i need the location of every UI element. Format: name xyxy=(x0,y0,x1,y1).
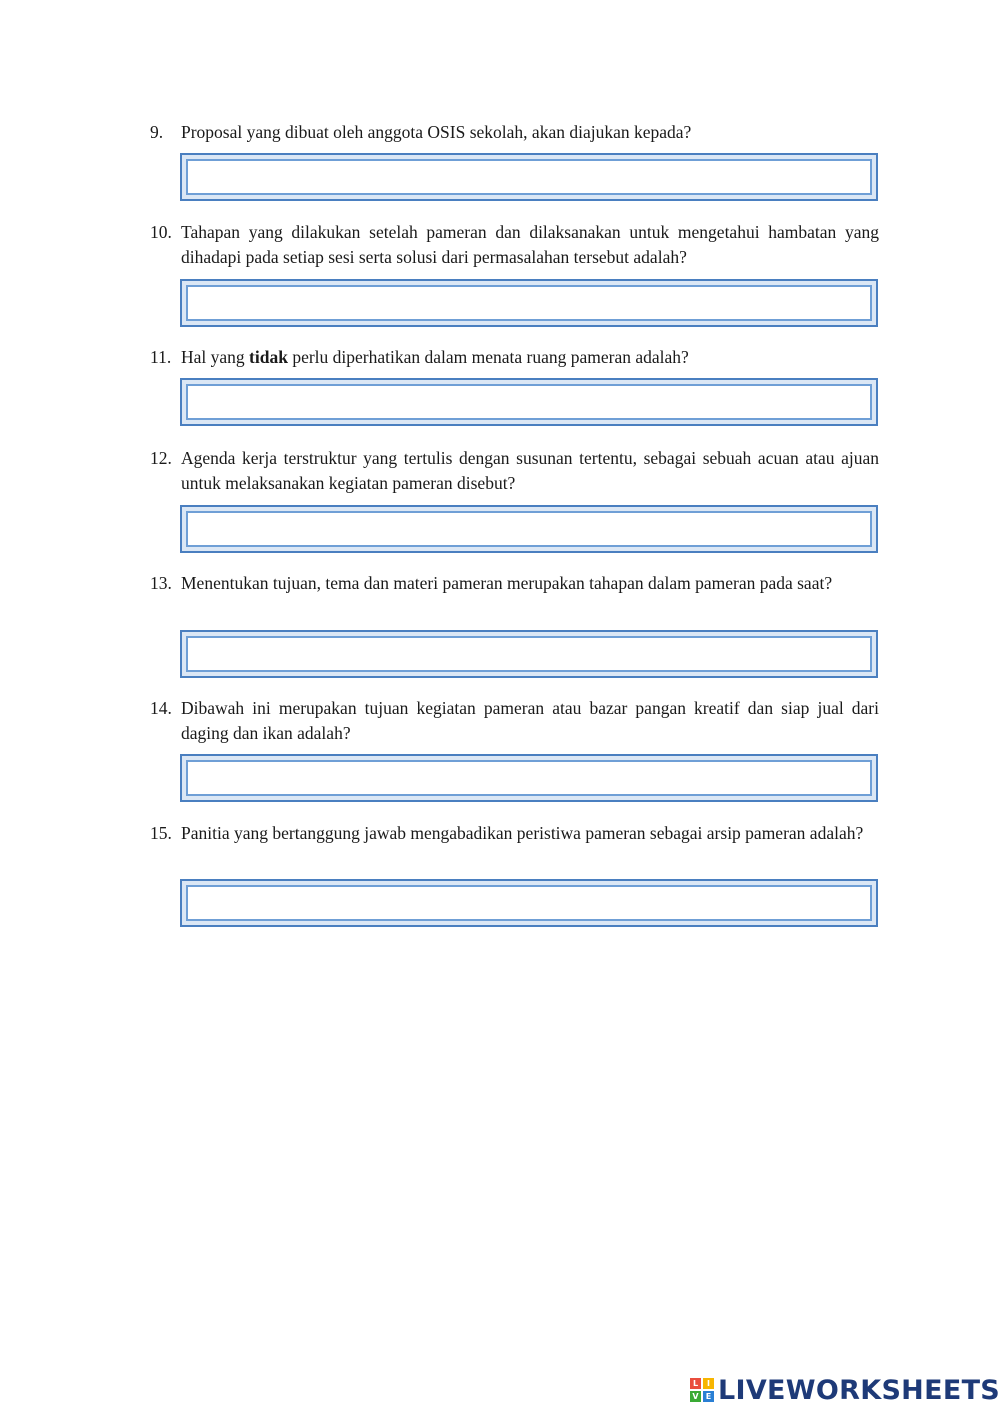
logo-letter-e: E xyxy=(703,1391,714,1402)
question-text: Panitia yang bertanggung jawab mengabadikan peristiwa pameran sebagai arsip pameran adalah? xyxy=(181,823,864,843)
logo-letter-v: V xyxy=(690,1391,701,1402)
answer-input-10[interactable] xyxy=(186,285,872,321)
question-text-emphasis: tidak xyxy=(249,347,288,367)
question-text-before: Hal yang xyxy=(181,347,250,367)
answer-box-11 xyxy=(180,378,878,426)
question-11 xyxy=(150,345,879,370)
question-text: Dibawah ini merupakan tujuan kegiatan pameran atau bazar pangan kreatif dan siap jual dari daging dan ikan adalah? xyxy=(181,698,879,743)
liveworksheets-brand xyxy=(690,1372,1000,1408)
question-text: Tahapan yang dilakukan setelah pameran dan dilaksanakan untuk mengetahui hambatan yang dihadapi pada setiap sesi serta solusi dari permasalahan tersebut adalah? xyxy=(181,222,879,267)
question-number: 11. xyxy=(150,347,172,367)
question-text: Menentukan tujuan, tema dan materi pameran merupakan tahapan dalam pameran pada saat? xyxy=(181,573,833,593)
answer-box-15 xyxy=(180,879,878,927)
question-10 xyxy=(150,220,879,270)
question-number: 15. xyxy=(150,823,172,843)
question-9 xyxy=(150,120,879,145)
logo-letter-l: L xyxy=(690,1378,701,1389)
brand-name: LIVEWORKSHEETS xyxy=(718,1374,1000,1406)
question-14 xyxy=(150,696,879,746)
answer-input-14[interactable] xyxy=(186,760,872,796)
answer-input-12[interactable] xyxy=(186,511,872,547)
liveworksheets-logo-icon xyxy=(690,1378,714,1402)
answer-input-15[interactable] xyxy=(186,885,872,921)
answer-box-10 xyxy=(180,279,878,327)
question-number: 14. xyxy=(150,698,172,718)
logo-letter-i: I xyxy=(703,1378,714,1389)
answer-input-9[interactable] xyxy=(186,159,872,195)
question-text-after: perlu diperhatikan dalam menata ruang pameran adalah? xyxy=(287,347,689,367)
question-number: 10. xyxy=(150,222,172,242)
question-13 xyxy=(150,571,879,596)
question-number: 12. xyxy=(150,448,172,468)
question-12 xyxy=(150,446,879,496)
question-text: Proposal yang dibuat oleh anggota OSIS sekolah, akan diajukan kepada? xyxy=(181,122,692,142)
answer-box-14 xyxy=(180,754,878,802)
question-number: 13. xyxy=(150,573,172,593)
answer-box-9 xyxy=(180,153,878,201)
question-15 xyxy=(150,821,879,846)
question-number: 9. xyxy=(150,122,164,142)
answer-input-13[interactable] xyxy=(186,636,872,672)
question-text xyxy=(181,345,879,370)
answer-input-11[interactable] xyxy=(186,384,872,420)
question-text: Agenda kerja terstruktur yang tertulis dengan susunan tertentu, sebagai sebuah acuan atau ajuan untuk melaksanakan kegiatan pameran disebut? xyxy=(181,448,879,493)
answer-box-13 xyxy=(180,630,878,678)
answer-box-12 xyxy=(180,505,878,553)
